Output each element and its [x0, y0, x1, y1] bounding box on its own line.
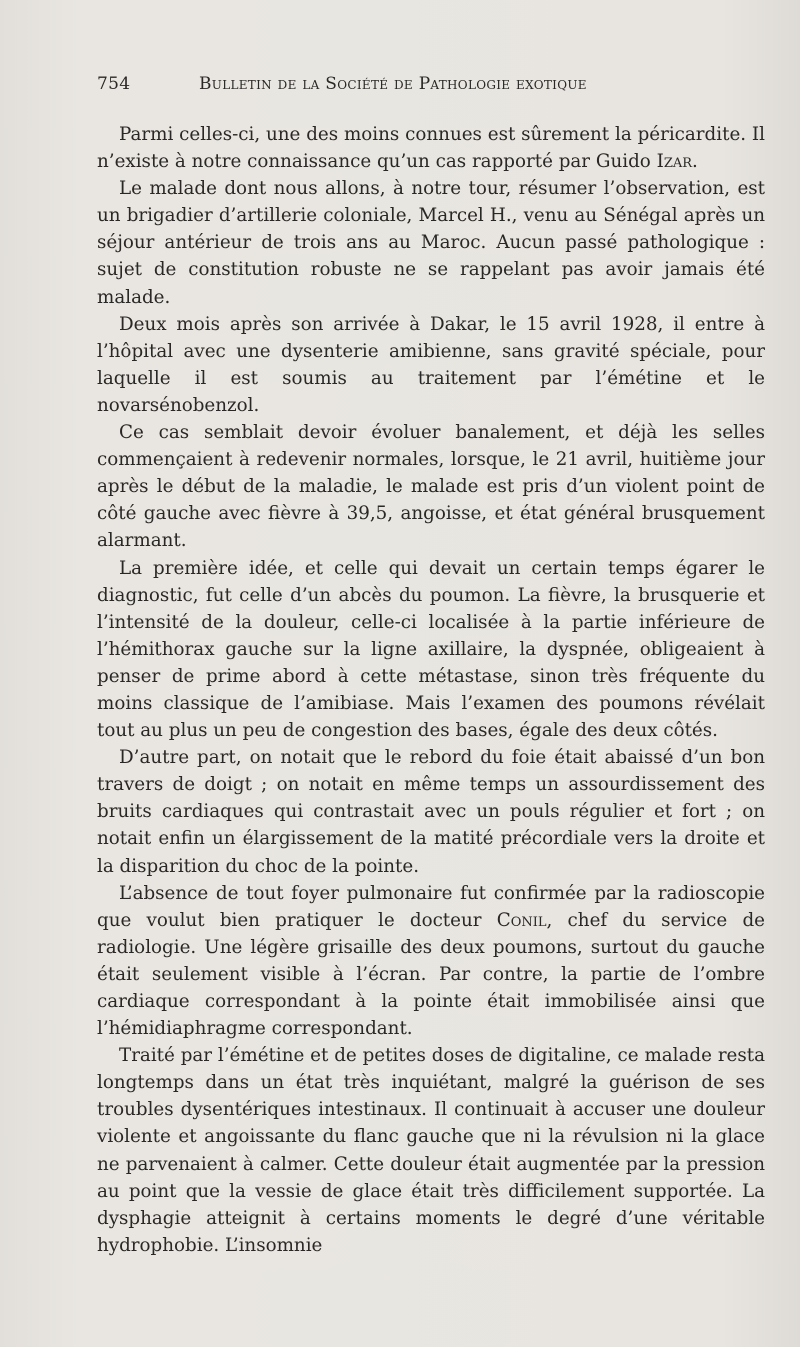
- paragraph: Parmi celles-ci, une des moins connues est sûrement la péricardite. Il n’existe à notre connaissance qu’un cas rapporté par Guido Izar.: [97, 124, 765, 173]
- page-number: 754: [97, 74, 131, 94]
- paragraph: Ce cas semblait devoir évoluer banalement, et déjà les selles commençaient à redevenir normales, lorsque, le 21 avril, huitième jour après le début de la maladie, le malade est pris d’un violent point de côté gauche avec fièvre à 39,5, angoisse, et état général brusquement alarmant.: [97, 422, 765, 552]
- body-text: [97, 121, 765, 1259]
- paragraph: Deux mois après son arrivée à Dakar, le 15 avril 1928, il entre à l’hôpital avec une dysenterie amibienne, sans gravité spéciale, pour laquelle il est soumis au traitement par l’émétine et le novarsénobenzol.: [97, 313, 765, 416]
- author-name: Conil: [496, 909, 547, 931]
- paragraph: Le malade dont nous allons, à notre tour, résumer l’observation, est un brigadier d’artillerie coloniale, Marcel H., venu au Sénégal après un séjour antérieur de trois ans au Maroc. Aucun passé pathologique : sujet de constitution robuste ne se rappelant pas avoir jamais été malade.: [97, 178, 765, 308]
- paragraph: Traité par l’émétine et de petites doses de digitaline, ce malade resta longtemps dans un état très inquiétant, malgré la guérison de ses troubles dysentériques intestinaux. Il continuait à accuser une douleur violente et angoissante du flanc gauche que ni la révulsion ni la glace ne parvenaient à calmer. Cette douleur était augmentée par la pression au point que la vessie de glace était très difficilement supportée. La dysphagie atteignit à certains moments le degré d’une véritable hydrophobie. L’insomnie: [97, 1045, 765, 1256]
- paragraph: L’absence de tout foyer pulmonaire fut confirmée par la radioscopie que voulut bien pratiquer le docteur Conil, chef du service de radiologie. Une légère grisaille des deux poumons, surtout du gauche était seulement visible à l’écran. Par contre, la partie de l’ombre cardiaque correspondant à la pointe était immobilisée ainsi que l’hémidiaphragme correspondant.: [97, 882, 765, 1040]
- running-title: Bulletin de la Société de Pathologie exotique: [199, 74, 587, 94]
- paragraph: La première idée, et celle qui devait un certain temps égarer le diagnostic, fut celle d’un abcès du poumon. La fièvre, la brusquerie et l’intensité de la douleur, celle-ci localisée à la partie inférieure de l’hémithorax gauche sur la ligne axillaire, la dyspnée, obligeaient à penser de prime abord à cette métastase, sinon très fréquente du moins classique de l’amibiase. Mais l’examen des poumons révélait tout au plus un peu de congestion des bases, égale des deux côtés.: [97, 557, 765, 742]
- author-name: Izar: [656, 151, 693, 173]
- paragraph: D’autre part, on notait que le rebord du foie était abaissé d’un bon travers de doigt ; on notait en même temps un assourdissement des bruits cardiaques qui contrastait avec un pouls régulier et fort ; on notait enfin un élargissement de la matité précordiale vers la droite et la disparition du choc de la pointe.: [97, 747, 765, 877]
